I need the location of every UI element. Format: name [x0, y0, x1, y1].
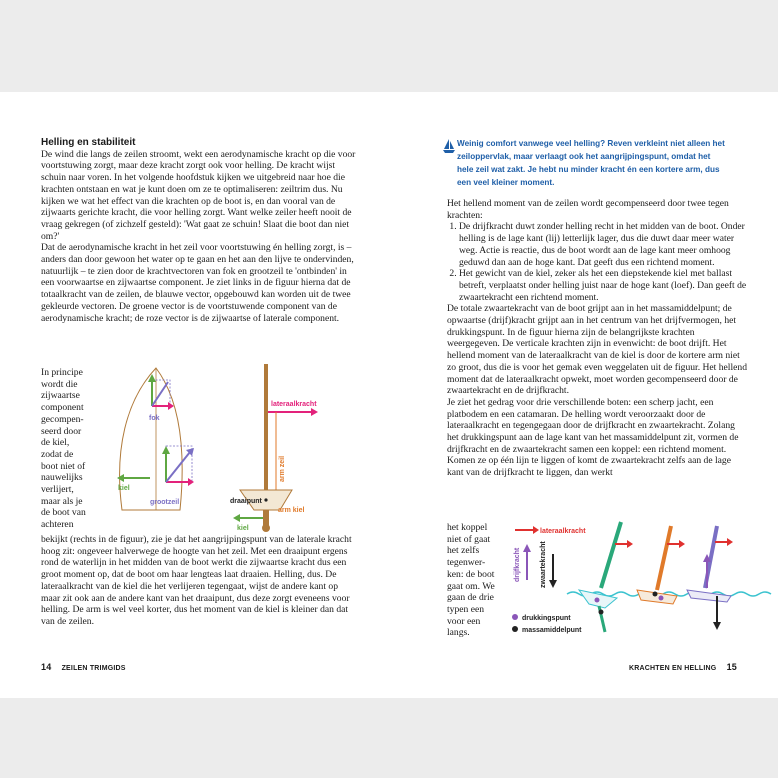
wrap-line: gaan de drie [447, 592, 494, 604]
left-footer-title: ZEILEN TRIMGIDS [61, 665, 126, 672]
counter-forces-list [447, 221, 749, 303]
body-paragraph-2: Je ziet het gedrag voor drie verschillende boten: een scherp jacht, een platbodem en een catamaran. De helling wordt veroorzaakt door de lateraalkracht en tegengegaan door de drijfkracht en zwaartekracht. Zolang het drukkingspunt aan de lage kant van het massamiddelpunt zit, vormen de drijfkracht en de zwaartekracht samen een koppel: een richtend moment. Komen ze op één lijn te liggen of komt de zwaartekracht zelfs aan de lage kant van de drijfkracht te liggen, dan werkt [447, 396, 739, 479]
legend-zwaartekracht: zwaartekracht [540, 541, 547, 588]
right-page [389, 92, 778, 698]
left-footer [41, 662, 126, 672]
fok-label: fok [149, 415, 160, 422]
legend-massamiddelpunt: massamiddelpunt [522, 627, 582, 634]
catamaran-zwaarte-head [713, 622, 721, 630]
grootzeil-green-head [162, 446, 170, 454]
wrap-line: niet of gaat [447, 533, 491, 545]
grootzeil-blue-arrow [166, 452, 190, 482]
arm-zeil-label: arm zeil [279, 455, 286, 482]
legend-drukkingspunt: drukkingspunt [522, 615, 571, 622]
lateraalkracht-label: lateraalkracht [271, 401, 317, 408]
yacht-massamiddelpunt [599, 610, 604, 615]
wrap-line: nauwelijks [41, 472, 83, 484]
kiel-arrow-left-head [117, 474, 124, 482]
wrap-line: In principe [41, 367, 83, 378]
keel-bulb [262, 524, 270, 532]
legend-drijf-head [523, 544, 531, 552]
wrap-line: voor een [447, 615, 481, 627]
paragraph-3-block [41, 534, 358, 628]
yacht-mast [601, 522, 621, 588]
kiel-right-label: kiel [237, 525, 249, 532]
platbodem-drukkingspunt [659, 596, 664, 601]
mast-rear [264, 364, 268, 494]
kiel-left-label: kiel [118, 485, 130, 492]
list-item: 2. Het gewicht van de kiel, zeker als het een diepstekende kiel met ballast betreft, verplaatst onder helling juist naar de hoge kant (loef). Dan geeft de zwaartekracht een richtend moment. [459, 268, 749, 303]
legend-massamiddelpunt-dot [512, 626, 518, 632]
three-boats-diagram [505, 516, 773, 648]
body-paragraph: De totale zwaartekracht van de boot grijpt aan in het massamiddelpunt; de opwaartse (drijf)kracht grijpt aan in het centrum van het drijfvermogen, het drukkingspunt. In de figuur hierna zijn de belangrijkste krachten weergegeven. De verticale krachten zijn in evenwicht: de boot drijft. Het hellend moment van de lateraalkracht van de kiel is door de kortere arm niet zo groot, dus die is voor het gemak even weggelaten uit de figuur. Het hellend moment dat de lateraalkracht opwekt, moet worden gecompenseerd door de zwaartekracht en de drijfkracht. [447, 303, 747, 397]
lateraal-arrow-head [311, 408, 318, 416]
wrap-text-column [41, 367, 111, 531]
right-text-block [447, 198, 749, 479]
intro-paragraph: Het hellend moment van de zeilen wordt gecompenseerd door twee tegen krachten: [447, 198, 729, 221]
draaipunt-dot [264, 498, 267, 501]
left-page-number: 14 [41, 662, 52, 672]
legend-drijfkracht: drijfkracht [514, 547, 521, 582]
right-footer [629, 662, 737, 672]
force-diagram [108, 360, 348, 532]
wrap-line: typen een [447, 603, 485, 615]
right-footer-title: KRACHTEN EN HELLING [629, 665, 717, 672]
wrap-line: wordt die [41, 378, 78, 390]
wrap-line: maar als je [41, 495, 83, 507]
legend-lateraal-head [533, 526, 539, 534]
list-item: 1. De drijfkracht duwt zonder helling recht in het midden van de boot. Onder helling is de lage kant (lij) letterlijk lager, dus die duwt daar meer water weg. Actie is reactie, dus de boot wordt aan de lage kant meer omhoog geduwd dan aan de hoge kant. Dat geeft dus een richtend moment. [459, 221, 749, 268]
section-heading: Helling en stabiliteit [41, 137, 136, 148]
legend-lateraalkracht: lateraalkracht [540, 528, 586, 535]
wrap-line: langs. [447, 627, 470, 639]
wrap-line: verlijert, [41, 484, 74, 496]
platbodem-massamiddelpunt [653, 592, 658, 597]
paragraph-1: De wind die langs de zeilen stroomt, wekt een aerodynamische kracht op die voor voortstuwing zorgt, maar deze kracht zorgt ook voor helling. De kracht wijst schuin naar voren. In het volgende hoofdstuk kijken we uitgebreid naar hoe die krachten ontstaan en wat je kunt doen om ze te optimaliseren: zeiltrim dus. Nu kijken we wat het effect van die krachten op de boot is, en dan vooral van de zijwaarts gerichte kracht, die voor helling zorgt. Want welke zeiler heeft nooit de vraag gekregen (of zichzelf gesteld): 'Wat gaat ze schuin! Slaat die boot dan niet om?' [41, 148, 356, 242]
arm-kiel-label: arm kiel [278, 507, 305, 514]
catamaran-hull [687, 590, 731, 602]
wrap-line: de boot van [41, 507, 86, 519]
legend-zwaarte-head [549, 580, 557, 588]
wrap-line: component [41, 402, 84, 414]
wrap-line: tegenwer- [447, 557, 486, 569]
wrap-line: gecompen- [41, 413, 84, 425]
catamaran-lateraal-head [727, 538, 733, 546]
platbodem-mast [657, 526, 671, 590]
paragraph-3: bekijkt (rechts in de figuur), zie je dat het aangrijpingspunt van de laterale kracht hoog zit: ongeveer halverwege de hoogte van het zeil. Met een draaipunt ergens rond de waterlijn in het midden van de boot werkt die zijwaartse kracht dus een groot moment op, dat de boot om haar lengteas laat draaien. Helling, dus. De lateraalkracht van de kiel die het verlijeren tegengaat, wijst de andere kant op maar zit ook aan de andere kant van het draaipunt, dus deze zorgt eveneens voor helling. De arm is wel veel korter, dus het moment van de kiel is kleiner dan dat van de zeilen. [41, 534, 352, 627]
grootzeil-pink-head [188, 478, 194, 486]
wrap-line: boot niet of [41, 460, 86, 472]
yacht-lateraal-head [627, 540, 633, 548]
wrap-line: gaat om. We [447, 580, 495, 592]
platbodem-lateraal-head [679, 540, 685, 548]
wrap-line: het koppel [447, 522, 488, 533]
left-page [0, 92, 390, 698]
wrap-line: achteren [41, 519, 74, 531]
wrap-line: zijwaartse [41, 390, 80, 402]
wrap-line: zodat de [41, 448, 74, 460]
grootzeil-label: grootzeil [150, 499, 180, 506]
left-text-block [41, 137, 358, 324]
legend-drukkingspunt-dot [512, 614, 518, 620]
wrap-line: seerd door [41, 425, 82, 437]
paragraph-2: Dat de aerodynamische kracht in het zeil voor voortstuwing én helling zorgt, is – anders dan door gewoon het water op te gaan en het aan den lijve te ondervinden, natuurlijk – te zien door de krachtvectoren van fok en grootzeil te 'ontbinden' in een voorwaartse en zijwaartse component. Je ziet links in de figuur hierna dat de totaalkracht van de zeilen, de blauwe vector, opgebouwd kan worden uit de twee gekleurde vectoren. De groene vector is de voortstuwende component van de aerodynamische kracht; de roze vector is de zijwaartse of laterale component. [41, 242, 354, 324]
fok-blue-arrow [152, 382, 168, 406]
wrap-line: de kiel, [41, 437, 70, 449]
wrap-line: het zelfs [447, 545, 480, 557]
right-page-number: 15 [726, 662, 737, 672]
kiel-arrow-right-head [233, 514, 240, 522]
draaipunt-label: draaipunt [230, 498, 262, 505]
sailboat-tip-icon [443, 139, 455, 153]
wrap-line: ken: de boot [447, 568, 495, 580]
yacht-drukkingspunt [595, 598, 600, 603]
tip-box: Weinig comfort vanwege veel helling? Reven verkleint niet alleen het zeiloppervlak, maar verlaagt ook het aangrijpingspunt, omdat het hele zeil wat zakt. Je hebt nu minder kracht én een kortere arm, dus een veel kleiner moment. [457, 139, 725, 187]
